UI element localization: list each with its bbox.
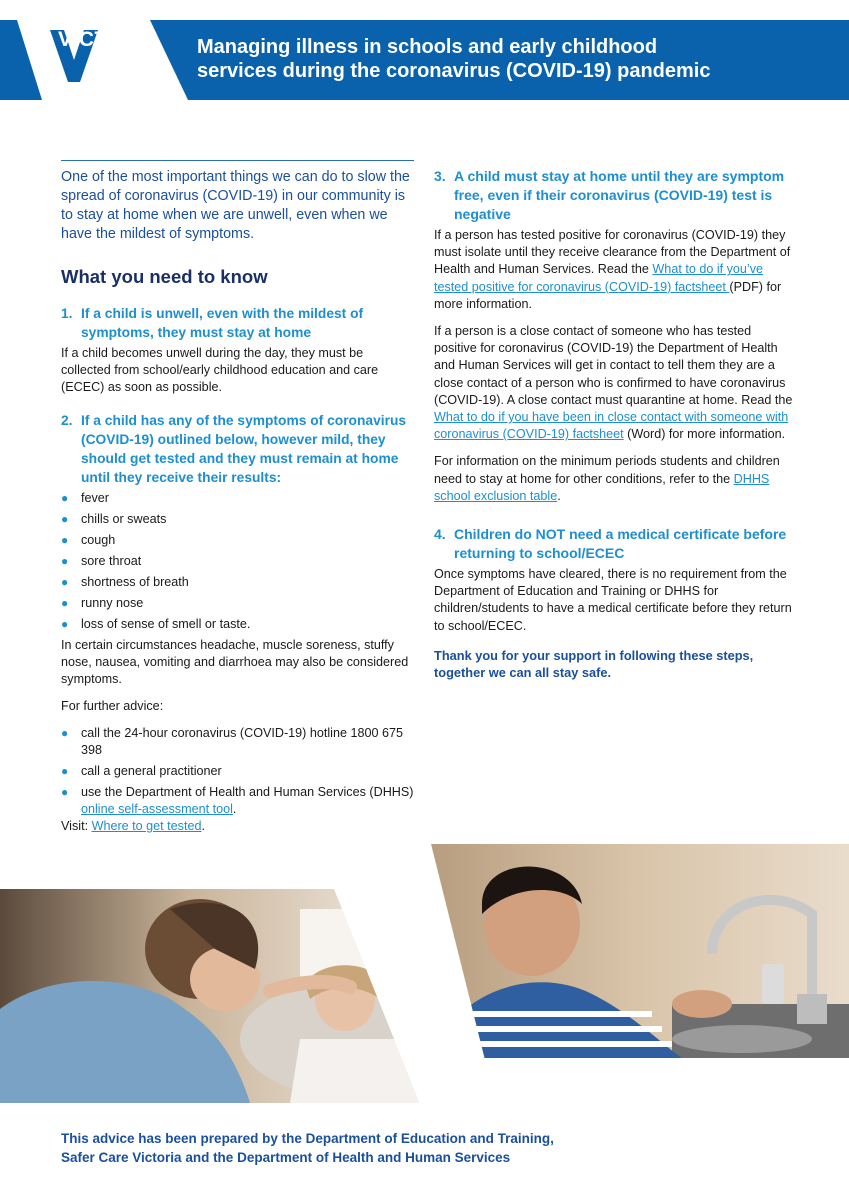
left-column <box>61 160 415 846</box>
visit-line: Visit: Where to get tested. <box>61 819 205 834</box>
list-item: ● runny nose <box>61 595 144 610</box>
footer-attribution: This advice has been prepared by the Department of Education and Training, Safer Care Victoria and the Department of Health and Human Services <box>61 1131 554 1165</box>
bullet-icon: ● <box>61 532 69 547</box>
close-contact-factsheet-link[interactable]: What to do if you have been in close contact with someone with coronavirus (COVID-19) factsheet <box>434 410 789 442</box>
other-symptoms-text: In certain circumstances headache, muscle soreness, stuffy nose, nausea, vomiting and diarrhoea may also be considered symptoms. <box>61 637 409 687</box>
bullet-icon: ● <box>61 490 69 505</box>
bullet-icon: ● <box>61 785 69 800</box>
symptom-list <box>61 490 415 633</box>
list-item: ● use the Department of Health and Human Services (DHHS) online self-assessment tool. <box>61 785 414 817</box>
list-item: ● chills or sweats <box>61 511 167 526</box>
list-item: ● shortness of breath <box>61 574 189 589</box>
school-exclusion-table-link[interactable]: DHHS school exclusion table <box>434 471 770 503</box>
list-item: ● call a general practitioner <box>61 764 222 779</box>
self-assessment-tool-link[interactable]: online self-assessment tool <box>81 802 233 817</box>
bullet-icon: ● <box>61 595 69 610</box>
intro-divider <box>61 160 414 161</box>
step-3-paragraph-1: If a person has tested positive for coronavirus (COVID-19) they must isolate until they receive clearance from the Department of Health and Human Services. Read the What to do if you’ve tested positive for coronavirus (COVID-19) factsheet (PDF) for more information. <box>434 228 791 311</box>
bullet-icon: ● <box>61 764 69 779</box>
bullet-icon: ● <box>61 574 69 589</box>
intro-paragraph: One of the most important things we can do to slow the spread of coronavirus (COVID-19) in our community is to stay at home when we are unwell, even when we have the mildest of symptoms. <box>61 169 410 242</box>
step-3-paragraph-3: For information on the minimum periods students and children need to stay at home for other conditions, refer to the DHHS school exclusion table. <box>434 454 780 503</box>
step-4-body: Once symptoms have cleared, there is no requirement from the Department of Education and Training or DHHS for children/students to have a medical certificate before they return to school/ECEC. <box>434 567 792 633</box>
right-column <box>434 167 794 682</box>
bullet-icon: ● <box>61 726 69 741</box>
bullet-icon: ● <box>61 511 69 526</box>
step-4-heading: 4. Children do NOT need a medical certificate before returning to school/ECEC <box>434 526 787 562</box>
list-item: ● call the 24-hour coronavirus (COVID-19) hotline 1800 675 398 <box>61 726 404 758</box>
photo-angle-mask-right <box>405 840 485 1060</box>
section-title: What you need to know <box>61 266 268 287</box>
list-item: ● fever <box>61 490 109 505</box>
list-item: ● loss of sense of smell or taste. <box>61 616 251 631</box>
step-2-heading: 2. If a child has any of the symptoms of coronavirus (COVID-19) outlined below, however mild, they should get tested and they must remain at home until they receive their results: <box>61 412 407 485</box>
advice-intro: For further advice: <box>61 699 164 714</box>
step-3-paragraph-2: If a person is a close contact of someone who has tested positive for coronavirus (COVID-19) the Department of Health and Human Services will get in contact to tell them they are a close contact of a person who is confirmed to have coronavirus (COVID-19). A close contact must quarantine at home. Read the What to do if you have been in close contact with someone with coronavirus (COVID-19) factsheet (Word) for more information. <box>434 324 793 442</box>
logo-subtitle: State Government <box>91 54 133 72</box>
list-item: ● cough <box>61 532 116 547</box>
step-1-body: If a child becomes unwell during the day, they must be collected from school/early childhood education and care (ECEC) as soon as possible. <box>61 346 379 395</box>
step-3-heading: 3. A child must stay at home until they are symptom free, even if their coronavirus (COVID-19) test is negative <box>434 168 785 222</box>
bullet-icon: ● <box>61 616 69 631</box>
step-1-heading: 1. If a child is unwell, even with the mildest of symptoms, they must stay at home <box>61 306 364 340</box>
page-title: Managing illness in schools and early childhood services during the coronavirus (COVID-19) pandemic <box>197 36 711 82</box>
advice-list <box>61 725 415 818</box>
logo-wordmark: VICTORIA <box>58 28 162 51</box>
tested-positive-factsheet-link[interactable]: What to do if you’ve tested positive for coronavirus (COVID-19) factsheet <box>434 262 764 294</box>
thank-you-message: Thank you for your support in following these steps, together we can all stay safe. <box>434 647 754 681</box>
list-item: ● sore throat <box>61 553 142 568</box>
bullet-icon: ● <box>61 553 69 568</box>
where-to-get-tested-link[interactable]: Where to get tested <box>91 819 202 834</box>
victoria-government-logo <box>50 20 160 90</box>
